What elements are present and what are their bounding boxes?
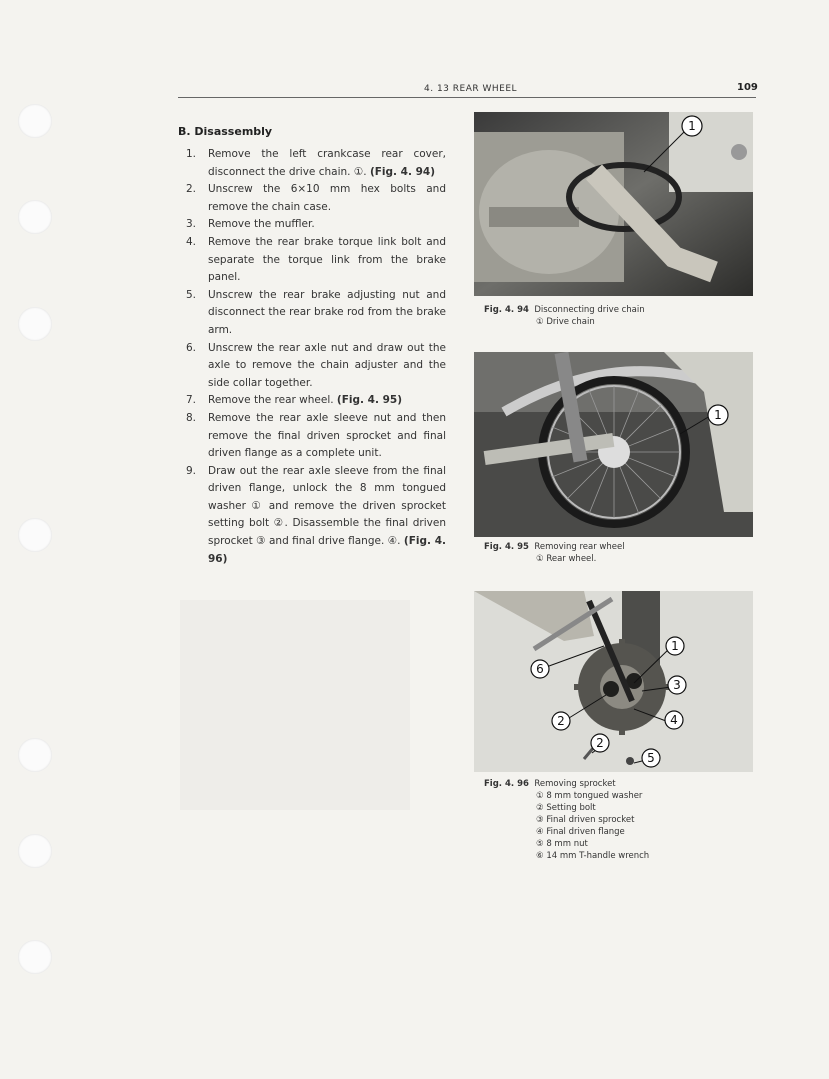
binder-hole — [18, 940, 52, 974]
figure-96-caption: Fig. 4. 96 Removing sprocket ① 8 mm tongued washer ② Setting bolt ③ Final driven sprocket ④ Final driven flange ⑤ 8 mm nut ⑥ 14 mm T-handle wrench — [484, 778, 754, 862]
legend-item: ⑤ 8 mm nut — [536, 839, 588, 849]
step-item: 1. Remove the left crankcase rear cover, disconnect the drive chain. ①. (Fig. 4. 94) — [186, 148, 446, 178]
figure-94-photo — [474, 112, 753, 296]
svg-text:3: 3 — [673, 678, 681, 692]
sprocket-illustration — [474, 591, 753, 772]
step-list — [178, 146, 446, 568]
page-number: 109 — [737, 82, 758, 93]
legend-item: ⑥ 14 mm T-handle wrench — [536, 851, 650, 861]
legend-item: ③ Final driven sprocket — [536, 815, 635, 825]
legend-item: ② Setting bolt — [536, 803, 596, 813]
step-item: 9. Draw out the rear axle sleeve from the final driven flange, unlock the 8 mm tongued washer ① and remove the driven sprocket setting bolt ②. Disassemble the final driven sprocket ③ and final drive flange. ④. (Fig. 4. 96) — [186, 464, 446, 565]
callout-6 — [531, 660, 549, 678]
step-item: 5. Unscrew the rear brake adjusting nut and disconnect the rear brake rod from the brake arm. — [186, 288, 446, 336]
callout-2 — [552, 712, 570, 730]
step-item: 6. Unscrew the rear axle nut and draw out the axle to remove the chain adjuster and the side collar together. — [186, 341, 446, 389]
svg-text:6: 6 — [536, 662, 544, 676]
running-header: 4. 13 REAR WHEEL — [424, 84, 518, 94]
binder-hole — [18, 104, 52, 138]
binder-hole — [18, 200, 52, 234]
step-item: 4. Remove the rear brake torque link bolt and separate the torque link from the brake panel. — [186, 235, 446, 284]
legend-item: ④ Final driven flange — [536, 827, 625, 837]
step-item: 8. Remove the rear axle sleeve nut and then remove the final driven sprocket and final driven flange as a complete unit. — [186, 411, 446, 460]
callout-3 — [668, 676, 686, 694]
figure-96-photo — [474, 591, 753, 772]
step-item: 2. Unscrew the 6×10 mm hex bolts and remove the chain case. — [186, 183, 446, 213]
binder-hole — [18, 834, 52, 868]
binder-hole — [18, 518, 52, 552]
figure-95-caption: Fig. 4. 95 Removing rear wheel ① Rear wheel. — [484, 542, 625, 564]
callout-2 — [591, 734, 609, 752]
svg-text:1: 1 — [671, 639, 679, 653]
svg-text:4: 4 — [670, 713, 678, 727]
section-title: B. Disassembly — [178, 125, 273, 138]
figure-95-photo — [474, 352, 753, 537]
engine-chain-illustration — [474, 112, 753, 296]
bleed-through — [180, 600, 410, 810]
callout-4 — [665, 711, 683, 729]
svg-text:2: 2 — [557, 714, 565, 728]
callout-1 — [666, 637, 684, 655]
step-item: 3. Remove the muffler. — [186, 218, 315, 231]
rear-wheel-illustration — [474, 352, 753, 537]
figure-94-caption: Fig. 4. 94 Disconnecting drive chain ① Drive chain — [484, 305, 645, 327]
binder-hole — [18, 738, 52, 772]
callout-5 — [642, 749, 660, 767]
svg-text:5: 5 — [647, 751, 655, 765]
svg-text:2: 2 — [596, 736, 604, 750]
binder-hole — [18, 307, 52, 341]
svg-text:1: 1 — [714, 408, 722, 422]
step-item: 7. Remove the rear wheel. (Fig. 4. 95) — [186, 394, 403, 407]
svg-text:1: 1 — [688, 119, 696, 133]
legend-item: ① 8 mm tongued washer — [536, 791, 643, 801]
header-rule — [178, 97, 756, 98]
